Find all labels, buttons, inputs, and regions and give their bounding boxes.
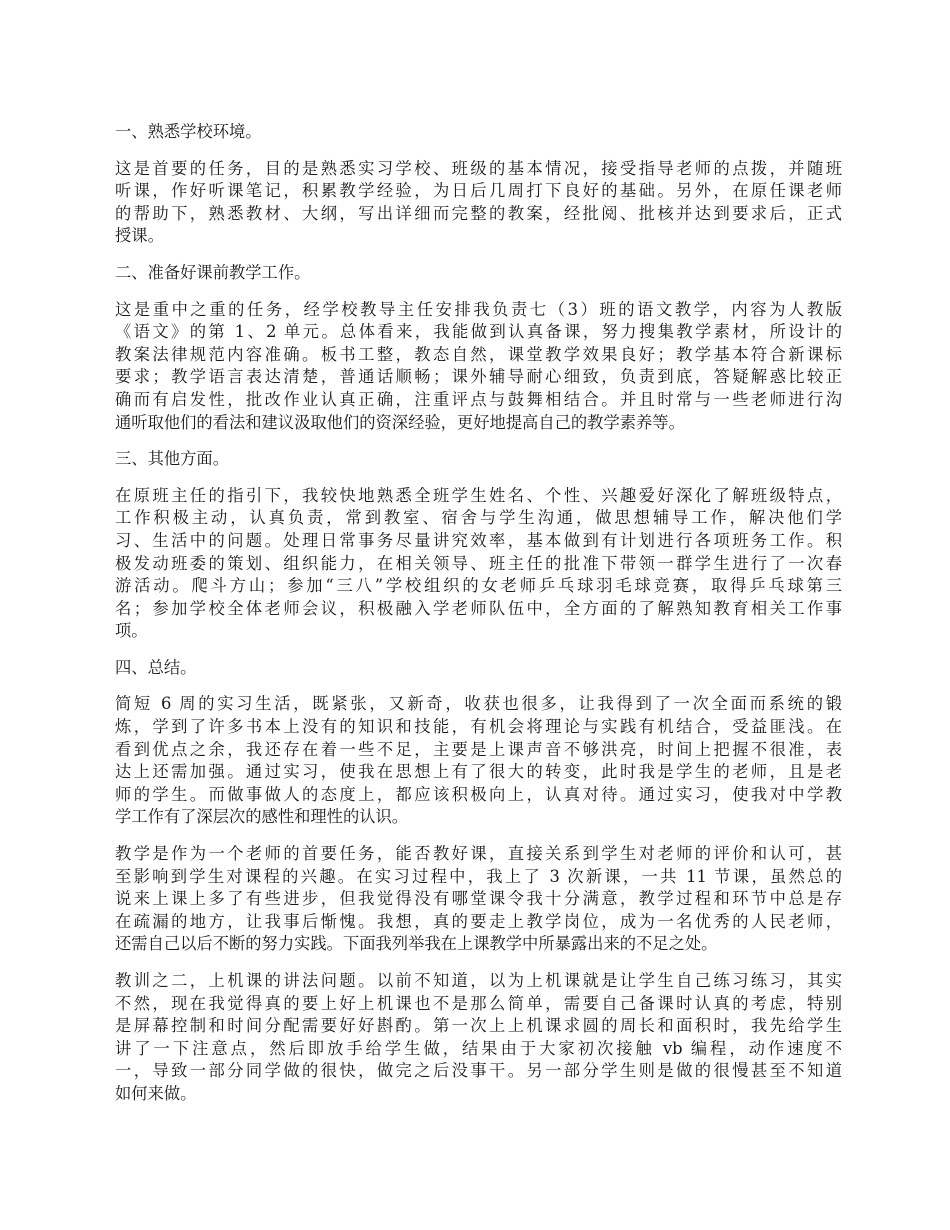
- section-heading-3: 三、其他方面。: [115, 449, 229, 469]
- text-line: 一，导致一部分同学做的很快，做完之后没事干。另一部分学生则是做的很慢甚至不知道: [115, 1061, 842, 1081]
- section-heading-2: 二、准备好课前教学工作。: [115, 262, 311, 282]
- text-line: 说来上课上多了有些进步，但我觉得没有哪堂课令我十分满意，教学过程和环节中总是存: [115, 889, 842, 909]
- text-line: 看到优点之余，我还存在着一些不足，主要是上课声音不够洪亮，时间上把握不很准，表: [115, 739, 842, 759]
- text-line: 师的学生。而做事做人的态度上，都应该积极向上，认真对待。通过实习，使我对中学教: [115, 784, 842, 804]
- text-line: 至影响到学生对课程的兴趣。在实习过程中，我上了 3 次新课，一共 11 节课，虽然总的: [115, 866, 842, 886]
- text-line: 在疏漏的地方，让我事后惭愧。我想，真的要走上教学岗位，成为一名优秀的人民老师，: [115, 911, 842, 931]
- paragraph-5: [115, 843, 842, 956]
- text-line: 极发动班委的策划、组织能力，在相关领导、班主任的批准下带领一群学生进行了一次春: [115, 553, 842, 573]
- text-line: 这是首要的任务，目的是熟悉实习学校、班级的基本情况，接受指导老师的点拨，并随班: [115, 158, 842, 178]
- text-line: 项。: [115, 621, 148, 641]
- paragraph-4: [115, 693, 842, 829]
- paragraph-1: [115, 158, 842, 248]
- text-line: 是屏幕控制和时间分配需要好好斟酌。第一次上上机课求圆的周长和面积时，我先给学生: [115, 1016, 842, 1036]
- text-line: 教训之二，上机课的讲法问题。以前不知道，以为上机课就是让学生自己练习练习，其实: [115, 971, 842, 990]
- text-line: 习、生活中的问题。处理日常事务尽量讲究效率，基本做到有计划进行各项班务工作。积: [115, 530, 842, 550]
- text-line: 确而有启发性，批改作业认真正确，注重评点与鼓舞相结合。并且时常与一些老师进行沟: [115, 389, 842, 409]
- text-line: 教学是作为一个老师的首要任务，能否教好课，直接关系到学生对老师的评价和认可，甚: [115, 844, 842, 864]
- text-line: 不然，现在我觉得真的要上好上机课也不是那么简单，需要自己备课时认真的考虑，特别: [115, 993, 842, 1013]
- text-line: 听课，作好听课笔记，积累教学经验，为日后几周打下良好的基础。另外，在原任课老师: [115, 181, 842, 201]
- paragraph-2: [115, 299, 842, 435]
- text-line: 讲了一下注意点，然后即放手给学生做，结果由于大家初次接触 vb 编程，动作速度不: [115, 1038, 842, 1058]
- text-line: 《语文》的第 1、2 单元。总体看来，我能做到认真备课，努力搜集教学素材，所设计的: [115, 322, 842, 342]
- text-line: 授课。: [115, 226, 164, 246]
- text-line: 炼，学到了许多书本上没有的知识和技能，有机会将理论与实践有机结合，受益匪浅。在: [115, 717, 842, 737]
- text-line: 学工作有了深层次的感性和理性的认识。: [115, 807, 409, 827]
- section-heading-4: 四、总结。: [115, 657, 197, 677]
- text-line: 游活动。爬斗方山；参加“三八”学校组织的女老师乒乓球羽毛球竞赛，取得乒乓球第三: [115, 576, 842, 596]
- text-line: 名；参加学校全体老师会议，积极融入学老师队伍中，全方面的了解熟知教育相关工作事: [115, 598, 842, 618]
- text-line: 达上还需加强。通过实习，使我在思想上有了很大的转变，此时我是学生的老师，且是老: [115, 762, 842, 782]
- text-line: 的帮助下，熟悉教材、大纲，写出详细而完整的教案，经批阅、批核并达到要求后，正式: [115, 203, 842, 223]
- text-line: 还需自己以后不断的努力实践。下面我列举我在上课教学中所暴露出来的不足之处。: [115, 934, 718, 954]
- section-heading-1: 一、熟悉学校环境。: [115, 122, 262, 141]
- paragraph-6: [115, 970, 842, 1106]
- text-line: 如何来做。: [115, 1083, 197, 1103]
- text-line: 要求；教学语言表达清楚，普通话顺畅；课外辅导耐心细致，负责到底，答疑解惑比较正: [115, 367, 842, 387]
- document-page: [115, 121, 842, 1120]
- text-line: 这是重中之重的任务，经学校教导主任安排我负责七（3）班的语文教学，内容为人教版: [115, 299, 842, 319]
- text-line: 通听取他们的看法和建议汲取他们的资深经验，更好地提高自己的教学素养等。: [115, 412, 685, 432]
- text-line: 在原班主任的指引下，我较快地熟悉全班学生姓名、个性、兴趣爱好深化了解班级特点，: [115, 485, 842, 505]
- text-line: 教案法律规范内容准确。板书工整，教态自然，课堂教学效果良好；教学基本符合新课标: [115, 344, 842, 364]
- paragraph-3: [115, 485, 842, 643]
- text-line: 工作积极主动，认真负责，常到教室、宿舍与学生沟通，做思想辅导工作，解决他们学: [115, 508, 842, 528]
- text-line: 简短 6 周的实习生活，既紧张，又新奇，收获也很多，让我得到了一次全面而系统的锻: [115, 694, 842, 714]
